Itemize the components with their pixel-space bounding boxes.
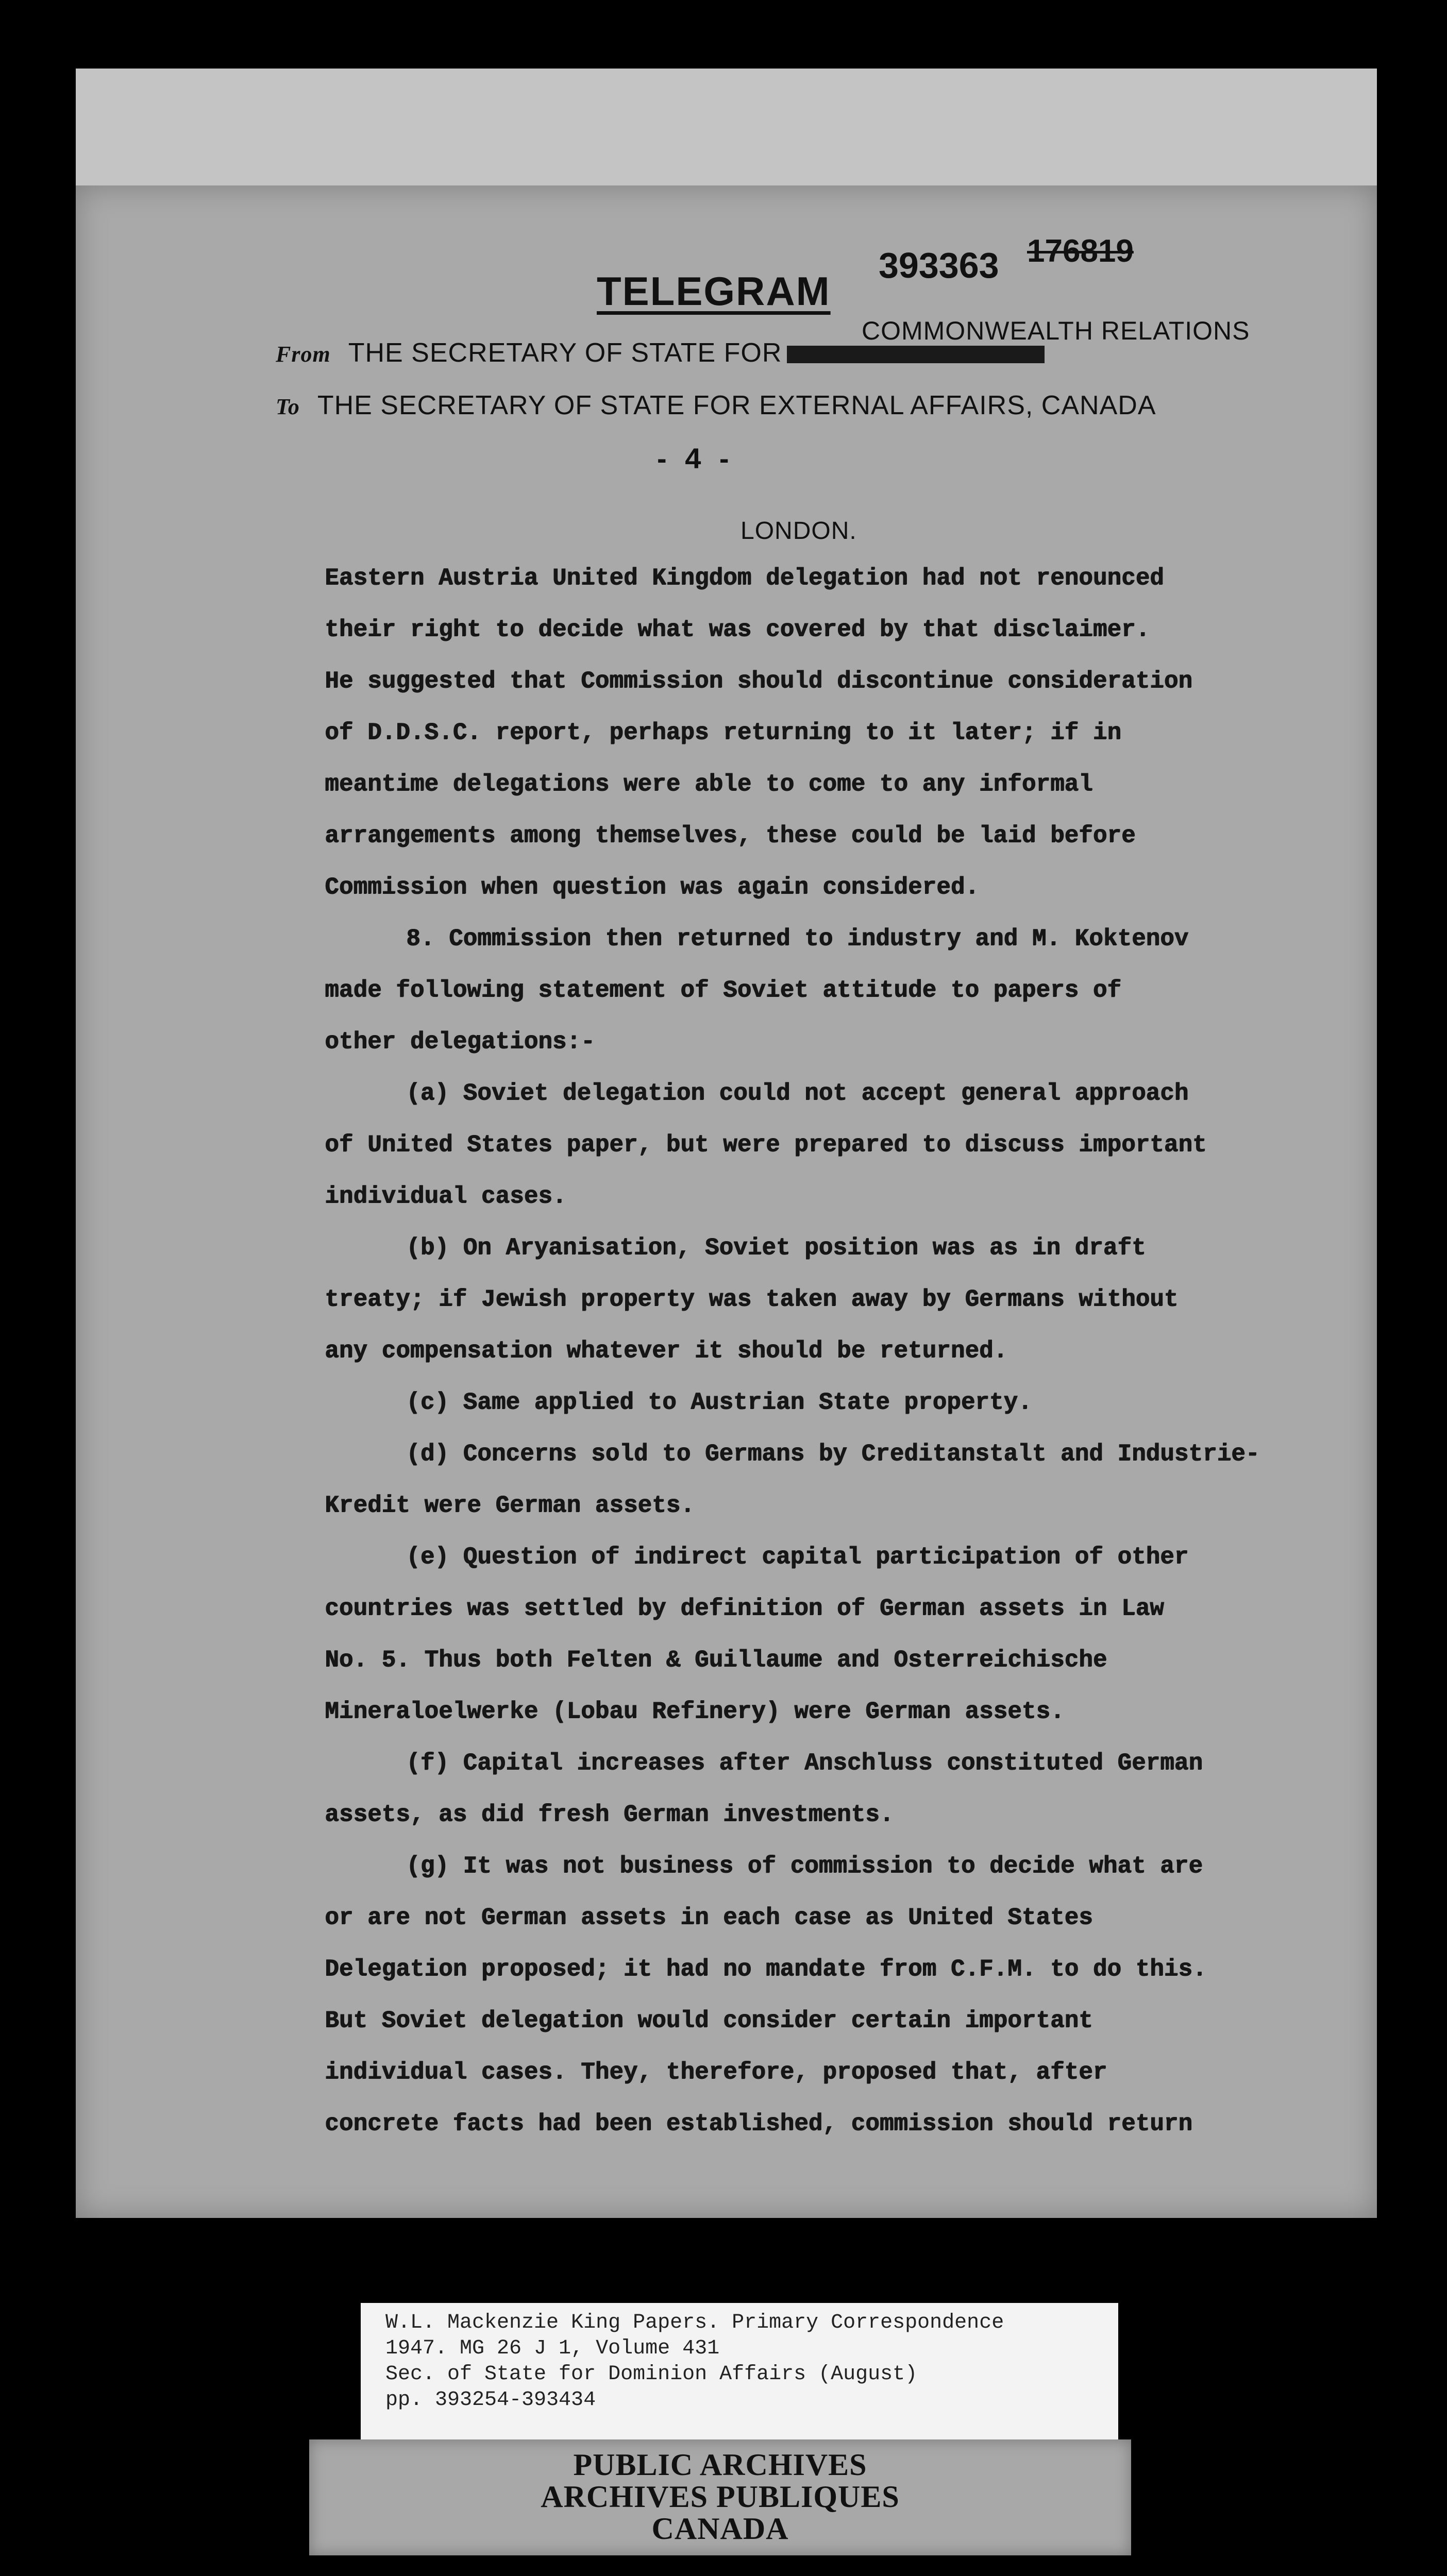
body-line: No. 5. Thus both Felten & Guillaume and Osterreichische — [325, 1647, 1107, 1673]
telegram-body — [325, 552, 1350, 2149]
stamp-line: CANADA — [651, 2512, 789, 2546]
citation-line: W.L. Mackenzie King Papers. Primary Correspondence — [385, 2311, 1004, 2334]
citation-line: Sec. of State for Dominion Affairs (August) — [385, 2363, 918, 2386]
body-line: or are not German assets in each case as United States — [325, 1904, 1093, 1931]
body-line: (e) Question of indirect capital participation of other — [406, 1544, 1189, 1570]
body-line: of D.D.S.C. report, perhaps returning to it later; if in — [325, 719, 1121, 746]
page-number: - 4 - — [657, 442, 734, 474]
from-text: THE SECRETARY OF STATE FOR — [348, 338, 782, 368]
body-line: Mineraloelwerke (Lobau Refinery) were German assets. — [325, 1698, 1065, 1725]
stamp-line: ARCHIVES PUBLIQUES — [541, 2480, 900, 2514]
body-line: concrete facts had been established, commission should return — [325, 2110, 1192, 2137]
body-line: Commission when question was again considered. — [325, 874, 979, 901]
body-line: 8. Commission then returned to industry and M. Koktenov — [406, 925, 1189, 952]
telegram-title: TELEGRAM — [597, 268, 831, 314]
body-line: Eastern Austria United Kingdom delegation had not renounced — [325, 565, 1164, 591]
stamp-line: PUBLIC ARCHIVES — [573, 2448, 867, 2482]
body-line: (d) Concerns sold to Germans by Creditanstalt and Industrie- — [406, 1440, 1260, 1467]
body-line: Kredit were German assets. — [325, 1492, 695, 1519]
to-label: To — [276, 394, 300, 419]
body-line: countries was settled by definition of German assets in Law — [325, 1595, 1164, 1622]
from-line — [276, 337, 1045, 368]
body-line: other delegations:- — [325, 1028, 595, 1055]
body-line: treaty; if Jewish property was taken away by Germans without — [325, 1286, 1179, 1313]
to-text: THE SECRETARY OF STATE FOR EXTERNAL AFFAIRS, CANADA — [317, 391, 1156, 420]
body-line: made following statement of Soviet attitude to papers of — [325, 977, 1121, 1004]
struck-document-number: 176819 — [1027, 233, 1134, 269]
body-line: meantime delegations were able to come to any informal — [325, 771, 1093, 798]
from-label: From — [276, 342, 331, 367]
body-line: He suggested that Commission should discontinue consideration — [325, 668, 1192, 694]
body-line: (c) Same applied to Austrian State property. — [406, 1389, 1032, 1416]
body-line: of United States paper, but were prepared to discuss important — [325, 1131, 1207, 1158]
body-line: (f) Capital increases after Anschluss constituted German — [406, 1750, 1203, 1776]
body-line: their right to decide what was covered by that disclaimer. — [325, 616, 1150, 643]
body-line: Delegation proposed; it had no mandate from C.F.M. to do this. — [325, 1956, 1207, 1982]
location: LONDON. — [741, 517, 857, 545]
body-line: assets, as did fresh German investments. — [325, 1801, 894, 1828]
body-line: any compensation whatever it should be returned. — [325, 1337, 1008, 1364]
citation-line: 1947. MG 26 J 1, Volume 431 — [385, 2337, 720, 2360]
citation-line: pp. 393254-393434 — [385, 2388, 596, 2412]
archive-citation-label — [361, 2303, 1118, 2442]
body-line: (g) It was not business of commission to decide what are — [406, 1853, 1203, 1879]
body-line: (a) Soviet delegation could not accept general approach — [406, 1080, 1189, 1107]
body-line: (b) On Aryanisation, Soviet position was as in draft — [406, 1234, 1146, 1261]
body-line: individual cases. They, therefore, proposed that, after — [325, 2059, 1107, 2086]
redaction-bar — [787, 346, 1045, 363]
document-number: 393363 — [879, 245, 999, 285]
public-archives-stamp — [309, 2439, 1131, 2555]
body-line: But Soviet delegation would consider certain important — [325, 2007, 1093, 2034]
body-line: arrangements among themselves, these could be laid before — [325, 822, 1136, 849]
to-line — [276, 390, 1156, 421]
body-line: individual cases. — [325, 1183, 567, 1210]
sender-correction: COMMONWEALTH RELATIONS — [862, 316, 1250, 345]
